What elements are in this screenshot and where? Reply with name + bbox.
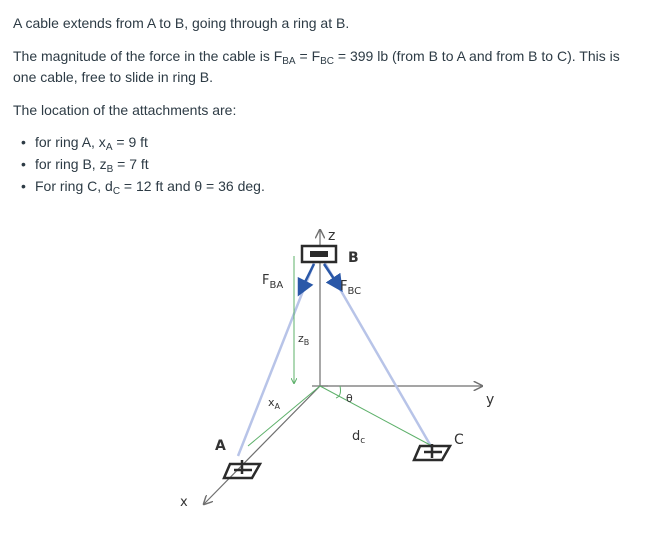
- ring-b: [302, 246, 336, 262]
- xa-label: $x_A$: [268, 396, 280, 411]
- y-axis-label: y: [486, 392, 495, 408]
- intro-text: A cable extends from A to B, going through a ring at B.: [13, 15, 350, 31]
- list-item: • for ring B, $z_B = 7$ ft: [35, 153, 265, 175]
- z-axis-label: z: [328, 228, 336, 244]
- f-bc-label: $F_{BC}$: [340, 279, 362, 297]
- diagram-svg: [170, 218, 510, 518]
- anchor-c: [414, 444, 450, 460]
- location-heading: The location of the attachments are:: [13, 102, 237, 118]
- cable-diagram: [170, 218, 510, 518]
- list-item: • for ring A, $x_A = 9$ ft: [35, 131, 265, 153]
- dc-label: $d_c$: [352, 429, 366, 446]
- list-item: • For ring C, $d_C = 12$ ft and θ = 36 deg.: [35, 175, 265, 197]
- anchor-a: [224, 460, 260, 478]
- zb-label: $z_B$: [298, 332, 310, 347]
- x-axis-label: x: [180, 495, 188, 510]
- dc-dimension-line: [320, 386, 432, 446]
- force-sentence: The magnitude of the force in the cable is $F_{BA} = F_{BC} = 399$ lb (from B to A and from B to C). This is one cable, free to slide in ring B.: [13, 48, 620, 85]
- attachment-list: [13, 131, 265, 197]
- point-a-label: A: [215, 438, 226, 454]
- f-ba-label: $F_{BA}$: [262, 273, 284, 291]
- f-ba-arrow: [300, 264, 314, 292]
- xa-dimension-line: [248, 386, 320, 446]
- point-b-label: B: [348, 250, 359, 266]
- theta-label: θ: [346, 392, 353, 405]
- point-c-label: C: [454, 432, 464, 448]
- f-bc-arrow: [324, 264, 340, 288]
